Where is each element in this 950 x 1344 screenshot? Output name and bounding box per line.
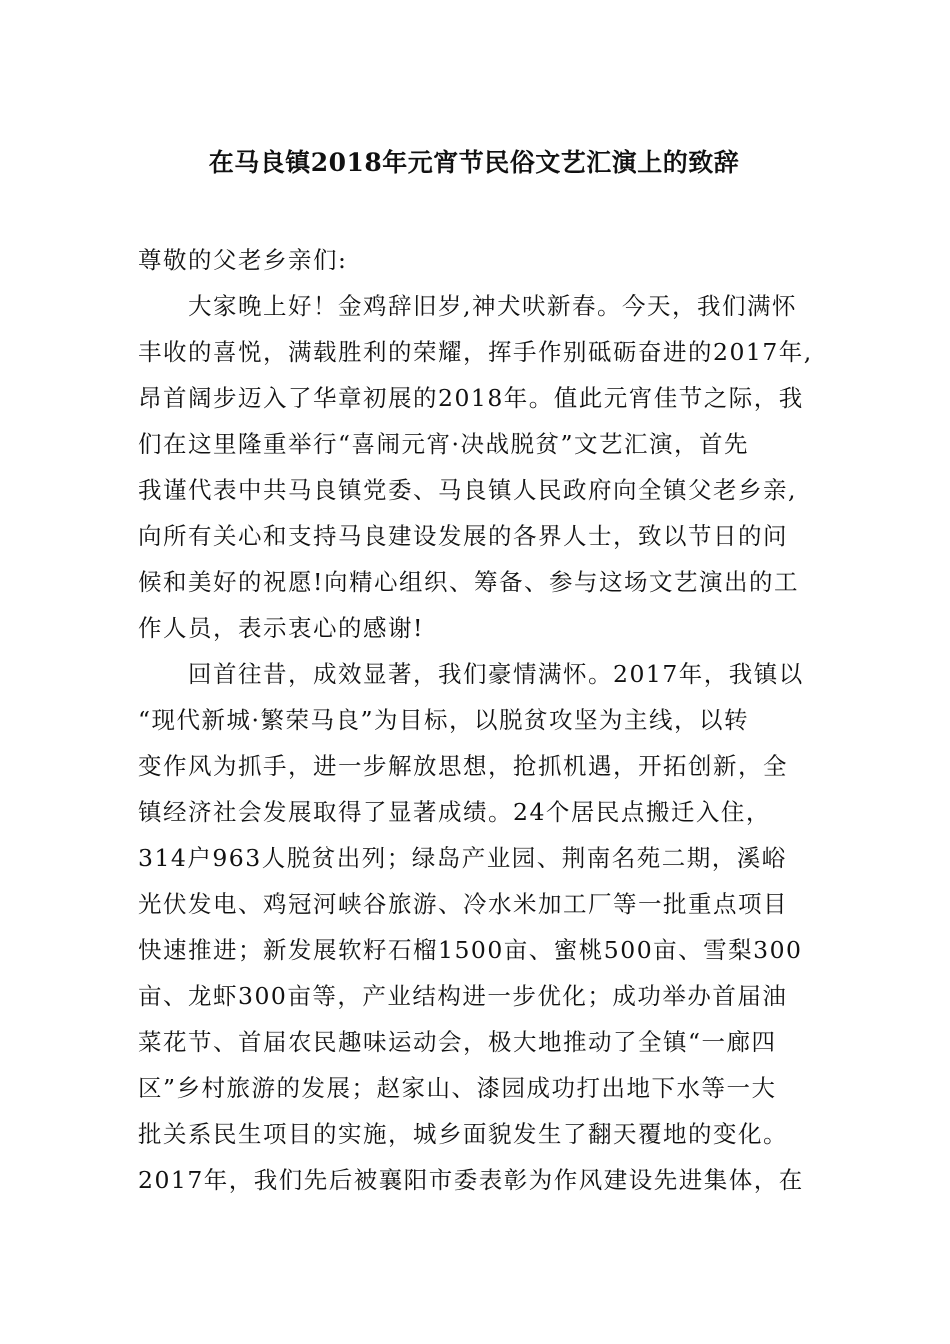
paragraph-line: 亩、龙虾300亩等，产业结构进一步优化；成功举办首届油 bbox=[138, 982, 788, 1010]
paragraph-line: 光伏发电、鸡冠河峡谷旅游、冷水米加工厂等一批重点项目 bbox=[138, 890, 788, 918]
paragraph-line: 作人员，表示衷心的感谢! bbox=[138, 614, 424, 642]
paragraph-line: 候和美好的祝愿!向精心组织、筹备、参与这场文艺演出的工 bbox=[138, 568, 799, 596]
paragraph-line: 变作风为抓手，进一步解放思想，抢抓机遇，开拓创新，全 bbox=[138, 752, 788, 780]
paragraph-line: 我谨代表中共马良镇党委、马良镇人民政府向全镇父老乡亲, bbox=[138, 476, 797, 504]
paragraph-line: 镇经济社会发展取得了显著成绩。24个居民点搬迁入住， bbox=[138, 798, 771, 826]
document-body bbox=[138, 237, 818, 1203]
document-title bbox=[0, 143, 950, 183]
paragraph-line: 们在这里隆重举行“喜闹元宵·决战脱贫”文艺汇演，首先 bbox=[138, 430, 749, 458]
paragraph-line: 回首往昔，成效显著，我们豪情满怀。2017年，我镇以 bbox=[188, 660, 804, 688]
paragraph-line: 区”乡村旅游的发展；赵家山、漆园成功打出地下水等一大 bbox=[138, 1074, 777, 1102]
paragraph-line: “现代新城·繁荣马良”为目标，以脱贫攻坚为主线，以转 bbox=[138, 706, 749, 734]
paragraph-line: 菜花节、首届农民趣味运动会，极大地推动了全镇“一廊四 bbox=[138, 1028, 777, 1056]
paragraph-line: 2017年，我们先后被襄阳市委表彰为作风建设先进集体，在 bbox=[138, 1166, 804, 1194]
paragraph-line: 314户963人脱贫出列；绿岛产业园、荆南名苑二期，溪峪 bbox=[138, 844, 787, 872]
salutation: 尊敬的父老乡亲们: bbox=[138, 246, 348, 274]
paragraph-line: 大家晚上好！金鸡辞旧岁,神犬吠新春。今天，我们满怀 bbox=[188, 292, 797, 320]
document-title-text: 在马良镇2018年元宵节民俗文艺汇演上的致辞 bbox=[208, 148, 740, 177]
paragraph-line: 昂首阔步迈入了华章初展的2018年。值此元宵佳节之际，我 bbox=[138, 384, 804, 412]
paragraph-line: 快速推进；新发展软籽石榴1500亩、蜜桃500亩、雪梨300 bbox=[138, 936, 803, 964]
paragraph-line: 向所有关心和支持马良建设发展的各界人士，致以节日的问 bbox=[138, 522, 788, 550]
paragraph-line: 批关系民生项目的实施，城乡面貌发生了翻天覆地的变化。 bbox=[138, 1120, 788, 1148]
paragraph-line: 丰收的喜悦，满载胜利的荣耀，挥手作别砥砺奋进的2017年, bbox=[138, 338, 813, 366]
